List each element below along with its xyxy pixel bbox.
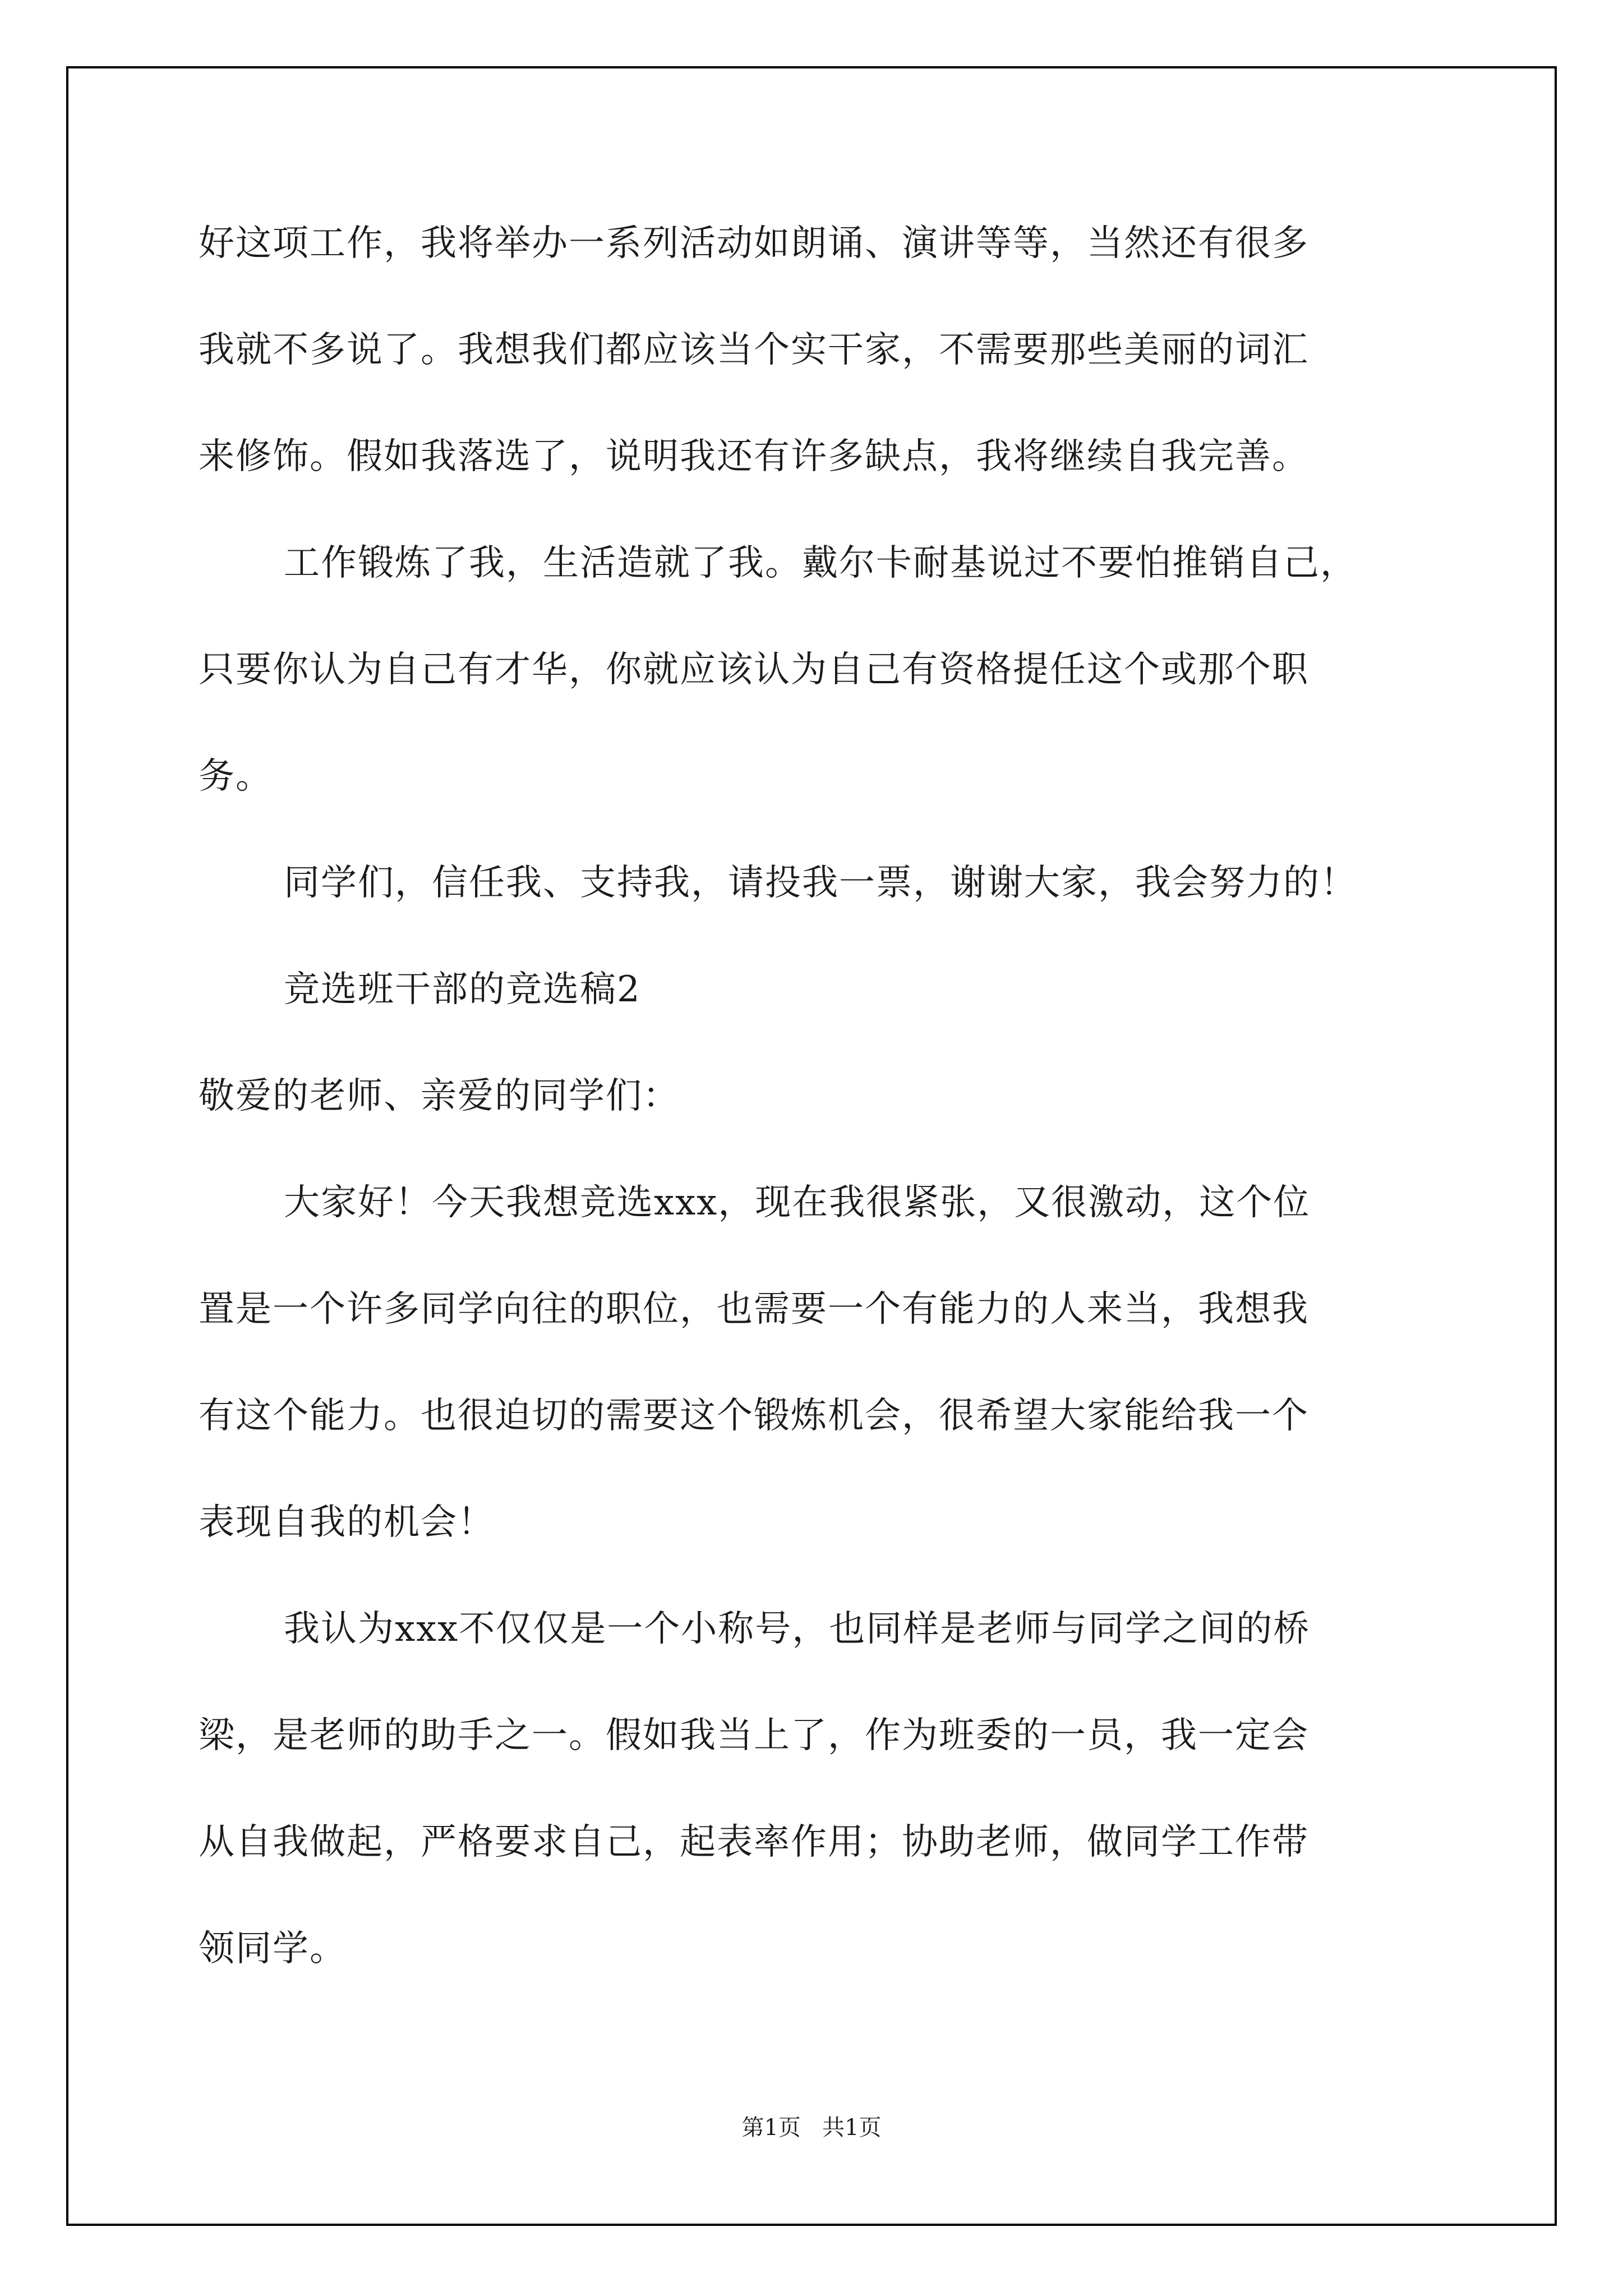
text-line: 只要你认为自己有才华，你就应该认为自己有资格提任这个或那个职 <box>199 649 1309 691</box>
text-line: 梁，是老师的助手之一。假如我当上了，作为班委的一员，我一定会 <box>199 1715 1309 1756</box>
text-line: 来修饰。假如我落选了，说明我还有许多缺点，我将继续自我完善。 <box>199 436 1309 477</box>
text-line: 从自我做起，严格要求自己，起表率作用；协助老师，做同学工作带 <box>199 1821 1309 1863</box>
text-line: 我就不多说了。我想我们都应该当个实干家，不需要那些美丽的词汇 <box>199 329 1309 371</box>
page-border <box>66 66 1557 2226</box>
text-line: 务。 <box>199 756 273 797</box>
text-line: 有这个能力。也很迫切的需要这个锻炼机会，很希望大家能给我一个 <box>199 1395 1309 1437</box>
text-line: 工作锻炼了我，生活造就了我。戴尔卡耐基说过不要怕推销自己， <box>284 542 1357 584</box>
text-line: 我认为xxx不仅仅是一个小称号，也同样是老师与同学之间的桥 <box>284 1608 1311 1650</box>
text-line: 好这项工作，我将举办一系列活动如朗诵、演讲等等，当然还有很多 <box>199 223 1309 264</box>
page-number-footer: 第1页 共1页 <box>741 2115 882 2141</box>
salutation: 敬爱的老师、亲爱的同学们： <box>199 1075 680 1117</box>
section-heading: 竞选班干部的竞选稿2 <box>284 969 641 1010</box>
text-line: 大家好！今天我想竞选xxx，现在我很紧张，又很激动，这个位 <box>284 1182 1311 1223</box>
text-line: 领同学。 <box>199 1928 347 1970</box>
text-line: 置是一个许多同学向往的职位，也需要一个有能力的人来当，我想我 <box>199 1289 1309 1330</box>
text-line: 同学们，信任我、支持我，请投我一票，谢谢大家，我会努力的！ <box>284 862 1357 904</box>
text-line: 表现自我的机会！ <box>199 1502 495 1543</box>
